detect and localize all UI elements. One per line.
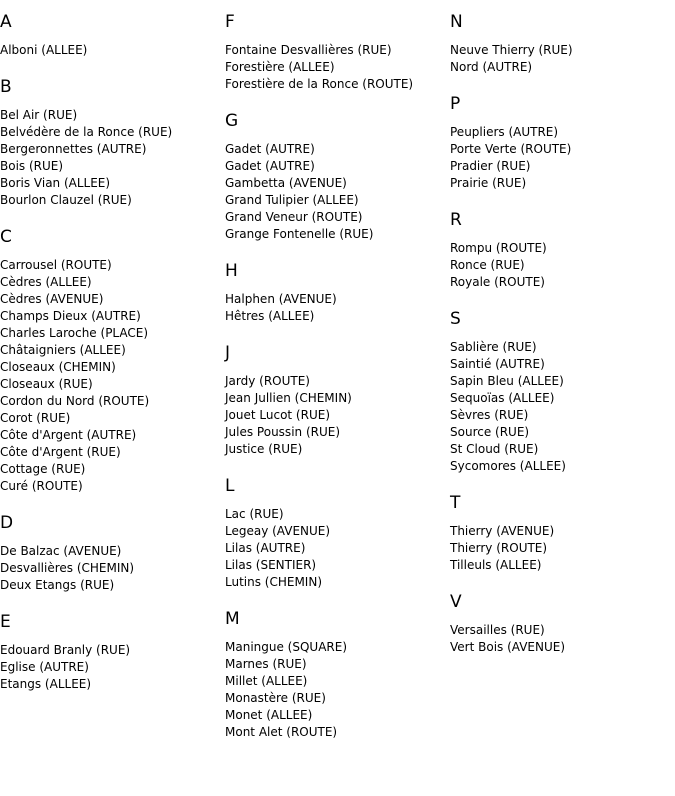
letter-section	[0, 513, 225, 594]
street-link[interactable]: Bel Air (RUE)	[0, 108, 78, 122]
street-link[interactable]: Bois (RUE)	[0, 159, 64, 173]
letter-section	[0, 227, 225, 495]
street-link[interactable]: Sapin Bleu (ALLEE)	[450, 374, 564, 388]
letter-section	[450, 493, 675, 574]
street-link[interactable]: Belvédère de la Ronce (RUE)	[0, 125, 173, 139]
street-link[interactable]: Mont Alet (ROUTE)	[225, 725, 338, 739]
street-link[interactable]: Justice (RUE)	[225, 442, 303, 456]
street-link[interactable]: Corot (RUE)	[0, 411, 71, 425]
street-link[interactable]: Sèvres (RUE)	[450, 408, 529, 422]
street-link[interactable]: Forestière de la Ronce (ROUTE)	[225, 77, 414, 91]
street-link[interactable]: Jouet Lucot (RUE)	[225, 408, 330, 422]
street-link[interactable]: Etangs (ALLEE)	[0, 677, 92, 691]
index-column	[225, 12, 450, 759]
street-list	[0, 257, 225, 495]
street-link[interactable]: Côte d'Argent (AUTRE)	[0, 428, 137, 442]
street-list	[225, 42, 450, 93]
letter-heading: P	[450, 94, 461, 114]
street-link[interactable]: Monastère (RUE)	[225, 691, 326, 705]
street-link[interactable]: De Balzac (AVENUE)	[0, 544, 122, 558]
letter-section	[450, 12, 675, 76]
street-link[interactable]: Bergeronnettes (AUTRE)	[0, 142, 147, 156]
letter-heading: A	[0, 12, 12, 32]
street-link[interactable]: Desvallières (CHEMIN)	[0, 561, 135, 575]
street-link[interactable]: Boris Vian (ALLEE)	[0, 176, 111, 190]
street-link[interactable]: Carrousel (ROUTE)	[0, 258, 112, 272]
street-link[interactable]: Maningue (SQUARE)	[225, 640, 348, 654]
street-link[interactable]: Châtaigniers (ALLEE)	[0, 343, 126, 357]
street-list	[225, 373, 450, 458]
letter-heading: E	[0, 612, 11, 632]
street-link[interactable]: Fontaine Desvallières (RUE)	[225, 43, 392, 57]
street-link[interactable]: Jules Poussin (RUE)	[225, 425, 341, 439]
street-link[interactable]: Prairie (RUE)	[450, 176, 527, 190]
street-link[interactable]: Eglise (AUTRE)	[0, 660, 89, 674]
street-link[interactable]: Millet (ALLEE)	[225, 674, 308, 688]
street-link[interactable]: Alboni (ALLEE)	[0, 43, 88, 57]
street-link[interactable]: Closeaux (RUE)	[0, 377, 93, 391]
street-link[interactable]: Pradier (RUE)	[450, 159, 531, 173]
street-link[interactable]: Edouard Branly (RUE)	[0, 643, 131, 657]
letter-section	[450, 210, 675, 291]
letter-heading: H	[225, 261, 238, 281]
letter-section	[450, 592, 675, 656]
street-list	[225, 291, 450, 325]
street-list	[450, 124, 675, 192]
letter-section	[0, 12, 225, 59]
letter-section	[450, 309, 675, 475]
street-link[interactable]: Deux Etangs (RUE)	[0, 578, 115, 592]
street-link[interactable]: Grand Veneur (ROUTE)	[225, 210, 363, 224]
street-link[interactable]: St Cloud (RUE)	[450, 442, 539, 456]
street-link[interactable]: Monet (ALLEE)	[225, 708, 313, 722]
street-link[interactable]: Lac (RUE)	[225, 507, 284, 521]
street-link[interactable]: Lilas (SENTIER)	[225, 558, 317, 572]
street-list	[0, 42, 225, 59]
street-list	[0, 107, 225, 209]
letter-section	[225, 343, 450, 458]
street-link[interactable]: Sequoïas (ALLEE)	[450, 391, 555, 405]
street-link[interactable]: Jardy (ROUTE)	[225, 374, 310, 388]
street-link[interactable]: Vert Bois (AVENUE)	[450, 640, 566, 654]
letter-section	[450, 94, 675, 192]
index-column	[450, 12, 675, 674]
street-link[interactable]: Versailles (RUE)	[450, 623, 545, 637]
street-list	[0, 642, 225, 693]
street-list	[450, 339, 675, 475]
street-link[interactable]: Nord (AUTRE)	[450, 60, 533, 74]
street-link[interactable]: Côte d'Argent (RUE)	[0, 445, 121, 459]
street-link[interactable]: Thierry (ROUTE)	[450, 541, 548, 555]
street-link[interactable]: Lilas (AUTRE)	[225, 541, 306, 555]
street-link[interactable]: Saintié (AUTRE)	[450, 357, 545, 371]
letter-heading: G	[225, 111, 239, 131]
street-link[interactable]: Royale (ROUTE)	[450, 275, 545, 289]
letter-heading: F	[225, 12, 235, 32]
street-list	[225, 141, 450, 243]
street-link[interactable]: Gambetta (AVENUE)	[225, 176, 347, 190]
street-list	[450, 240, 675, 291]
street-link[interactable]: Sycomores (ALLEE)	[450, 459, 566, 473]
letter-section	[225, 12, 450, 93]
street-link[interactable]: Cèdres (ALLEE)	[0, 275, 92, 289]
letter-section	[0, 612, 225, 693]
street-link[interactable]: Cottage (RUE)	[0, 462, 86, 476]
street-link[interactable]: Marnes (RUE)	[225, 657, 307, 671]
street-link[interactable]: Lutins (CHEMIN)	[225, 575, 323, 589]
street-link[interactable]: Thierry (AVENUE)	[450, 524, 555, 538]
letter-heading: M	[225, 609, 240, 629]
letter-heading: R	[450, 210, 462, 230]
street-link[interactable]: Grange Fontenelle (RUE)	[225, 227, 374, 241]
street-list	[450, 622, 675, 656]
street-link[interactable]: Cordon du Nord (ROUTE)	[0, 394, 150, 408]
street-link[interactable]: Curé (ROUTE)	[0, 479, 83, 493]
letter-heading: N	[450, 12, 463, 32]
street-link[interactable]: Forestière (ALLEE)	[225, 60, 335, 74]
letter-section	[225, 609, 450, 741]
letter-heading: J	[225, 343, 231, 363]
street-link[interactable]: Ronce (RUE)	[450, 258, 525, 272]
street-link[interactable]: Hêtres (ALLEE)	[225, 309, 315, 323]
street-link[interactable]: Tilleuls (ALLEE)	[450, 558, 542, 572]
letter-section	[0, 77, 225, 209]
street-list	[225, 639, 450, 741]
street-link[interactable]: Champs Dieux (AUTRE)	[0, 309, 141, 323]
letter-heading: S	[450, 309, 461, 329]
street-list	[450, 42, 675, 76]
street-link[interactable]: Neuve Thierry (RUE)	[450, 43, 573, 57]
street-link[interactable]: Peupliers (AUTRE)	[450, 125, 559, 139]
street-link[interactable]: Legeay (AVENUE)	[225, 524, 331, 538]
index-column	[0, 12, 225, 711]
letter-section	[225, 261, 450, 325]
street-link[interactable]: Gadet (AUTRE)	[225, 159, 315, 173]
letter-heading: T	[450, 493, 461, 513]
street-link[interactable]: Jean Jullien (CHEMIN)	[225, 391, 352, 405]
street-link[interactable]: Sablière (RUE)	[450, 340, 537, 354]
letter-section	[225, 111, 450, 243]
street-link[interactable]: Source (RUE)	[450, 425, 530, 439]
street-link[interactable]: Gadet (AUTRE)	[225, 142, 315, 156]
street-link[interactable]: Porte Verte (ROUTE)	[450, 142, 572, 156]
letter-section	[225, 476, 450, 591]
street-link[interactable]: Cèdres (AVENUE)	[0, 292, 104, 306]
street-list	[225, 506, 450, 591]
street-link[interactable]: Closeaux (CHEMIN)	[0, 360, 116, 374]
street-link[interactable]: Charles Laroche (PLACE)	[0, 326, 149, 340]
letter-heading: C	[0, 227, 12, 247]
letter-heading: V	[450, 592, 462, 612]
letter-heading: L	[225, 476, 235, 496]
street-list	[0, 543, 225, 594]
street-list	[450, 523, 675, 574]
street-link[interactable]: Rompu (ROUTE)	[450, 241, 547, 255]
street-link[interactable]: Grand Tulipier (ALLEE)	[225, 193, 359, 207]
letter-heading: B	[0, 77, 12, 97]
street-link[interactable]: Bourlon Clauzel (RUE)	[0, 193, 132, 207]
street-link[interactable]: Halphen (AVENUE)	[225, 292, 337, 306]
letter-heading: D	[0, 513, 14, 533]
